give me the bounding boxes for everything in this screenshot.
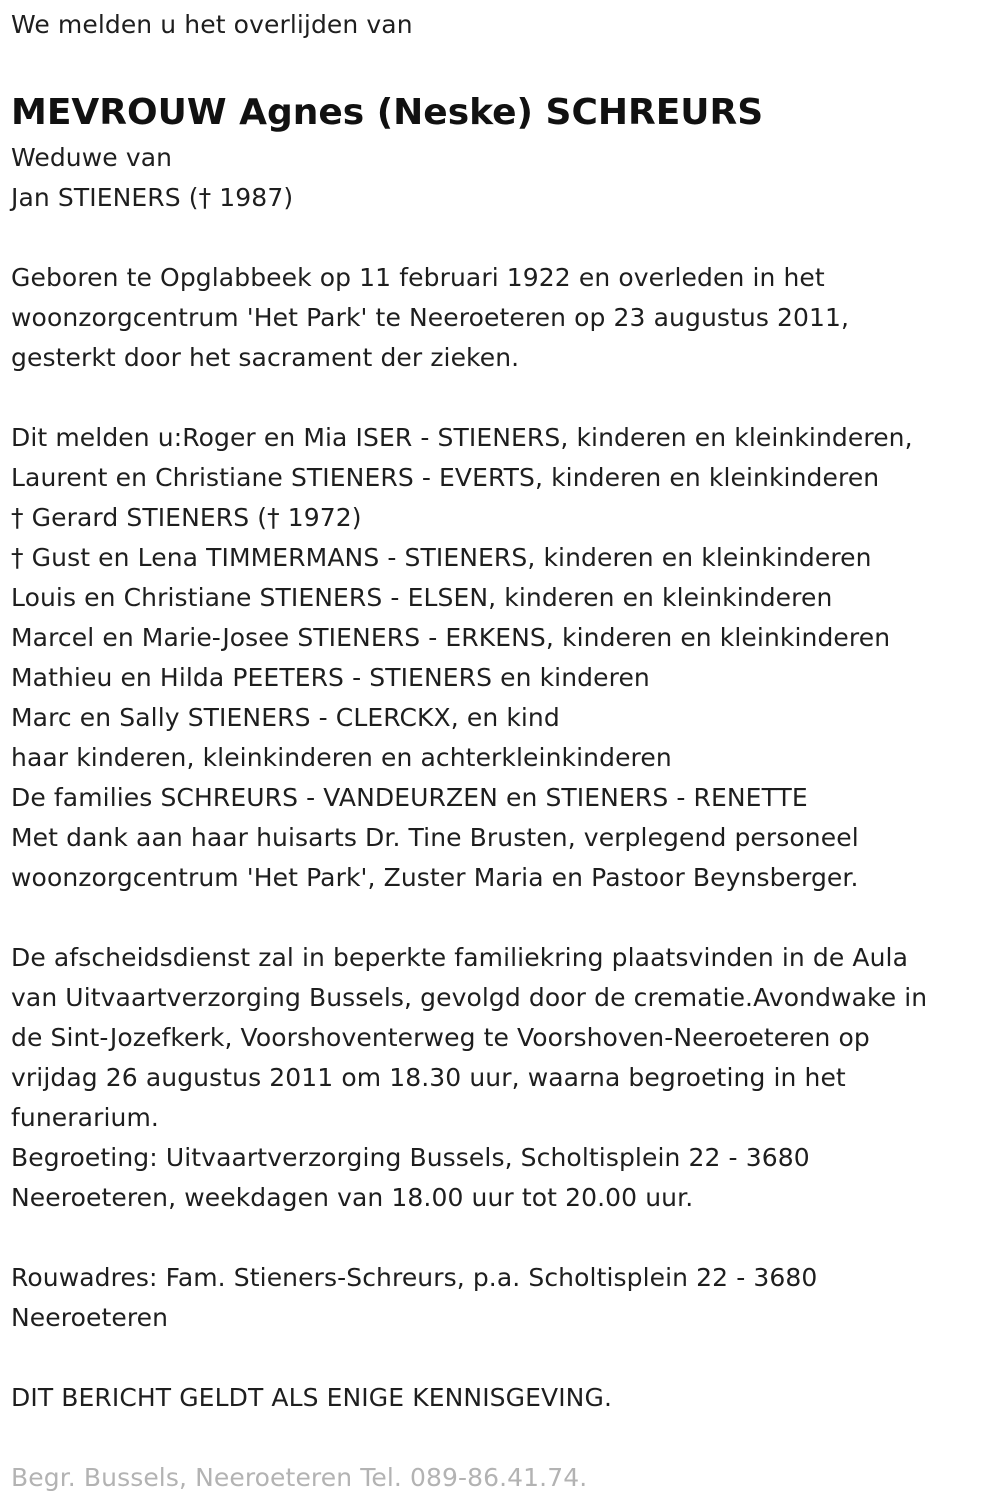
visitation-line: Neeroeteren, weekdagen van 18.00 uur tot 20.00 uur. bbox=[11, 1183, 694, 1212]
family-line: Marcel en Marie-Josee STIENERS - ERKENS, kinderen en kleinkinderen bbox=[11, 623, 891, 652]
spouse-death-year: 1987) bbox=[219, 183, 294, 212]
footer-contact: Begr. Bussels, Neeroeteren Tel. 089-86.41.74. bbox=[11, 1463, 588, 1492]
visitation-line: Begroeting: Uitvaartverzorging Bussels, Scholtisplein 22 - 3680 bbox=[11, 1143, 810, 1172]
service-line: van Uitvaartverzorging Bussels, gevolgd door de crematie.Avondwake in bbox=[11, 983, 928, 1012]
cross-icon: † bbox=[11, 543, 24, 572]
family-member-name: Gerard STIENERS ( bbox=[31, 503, 268, 532]
deceased-name: MEVROUW Agnes (Neske) SCHREURS bbox=[11, 92, 764, 133]
address-line: Neeroeteren bbox=[11, 1303, 169, 1332]
family-member-text: Gust en Lena TIMMERMANS - STIENERS, kinderen en kleinkinderen bbox=[31, 543, 872, 572]
family-member-death-year: 1972) bbox=[287, 503, 362, 532]
spacer bbox=[11, 1418, 986, 1458]
spouse-line bbox=[11, 178, 986, 218]
death-notice bbox=[11, 5, 986, 1498]
service-line: vrijdag 26 augustus 2011 om 18.30 uur, waarna begroeting in het bbox=[11, 1063, 846, 1092]
spacer bbox=[11, 898, 986, 938]
family-line: De families SCHREURS - VANDEURZEN en STIENERS - RENETTE bbox=[11, 783, 808, 812]
birth-death-line: woonzorgcentrum 'Het Park' te Neeroeteren op 23 augustus 2011, bbox=[11, 303, 850, 332]
spacer bbox=[11, 1218, 986, 1258]
spacer bbox=[11, 378, 986, 418]
family-line: haar kinderen, kleinkinderen en achterkleinkinderen bbox=[11, 743, 672, 772]
spacer bbox=[11, 1338, 986, 1378]
thanks-line: woonzorgcentrum 'Het Park', Zuster Maria en Pastoor Beynsberger. bbox=[11, 863, 859, 892]
address-line: Rouwadres: Fam. Stieners-Schreurs, p.a. Scholtisplein 22 - 3680 bbox=[11, 1263, 818, 1292]
family-line: Louis en Christiane STIENERS - ELSEN, kinderen en kleinkinderen bbox=[11, 583, 833, 612]
family-line: Laurent en Christiane STIENERS - EVERTS, kinderen en kleinkinderen bbox=[11, 463, 880, 492]
family-line: Dit melden u:Roger en Mia ISER - STIENERS, kinderen en kleinkinderen, bbox=[11, 423, 913, 452]
family-line-deceased bbox=[11, 538, 986, 578]
family-line: Mathieu en Hilda PEETERS - STIENERS en kinderen bbox=[11, 663, 650, 692]
intro-text: We melden u het overlijden van bbox=[11, 10, 413, 39]
cross-icon: † bbox=[267, 503, 280, 532]
thanks-line: Met dank aan haar huisarts Dr. Tine Brusten, verplegend personeel bbox=[11, 823, 859, 852]
service-line: de Sint-Jozefkerk, Voorshoventerweg te Voorshoven-Neeroeteren op bbox=[11, 1023, 870, 1052]
widow-label: Weduwe van bbox=[11, 143, 173, 172]
service-line: De afscheidsdienst zal in beperkte familiekring plaatsvinden in de Aula bbox=[11, 943, 909, 972]
family-line-deceased bbox=[11, 498, 986, 538]
spacer bbox=[11, 218, 986, 258]
spacer bbox=[11, 45, 986, 85]
birth-death-line: Geboren te Opglabbeek op 11 februari 1922 en overleden in het bbox=[11, 263, 825, 292]
spouse-name: Jan STIENERS ( bbox=[11, 183, 199, 212]
service-line: funerarium. bbox=[11, 1103, 159, 1132]
cross-icon: † bbox=[11, 503, 24, 532]
birth-death-line: gesterkt door het sacrament der zieken. bbox=[11, 343, 520, 372]
cross-icon: † bbox=[198, 183, 212, 212]
family-line: Marc en Sally STIENERS - CLERCKX, en kind bbox=[11, 703, 560, 732]
notice-text: DIT BERICHT GELDT ALS ENIGE KENNISGEVING. bbox=[11, 1383, 612, 1412]
